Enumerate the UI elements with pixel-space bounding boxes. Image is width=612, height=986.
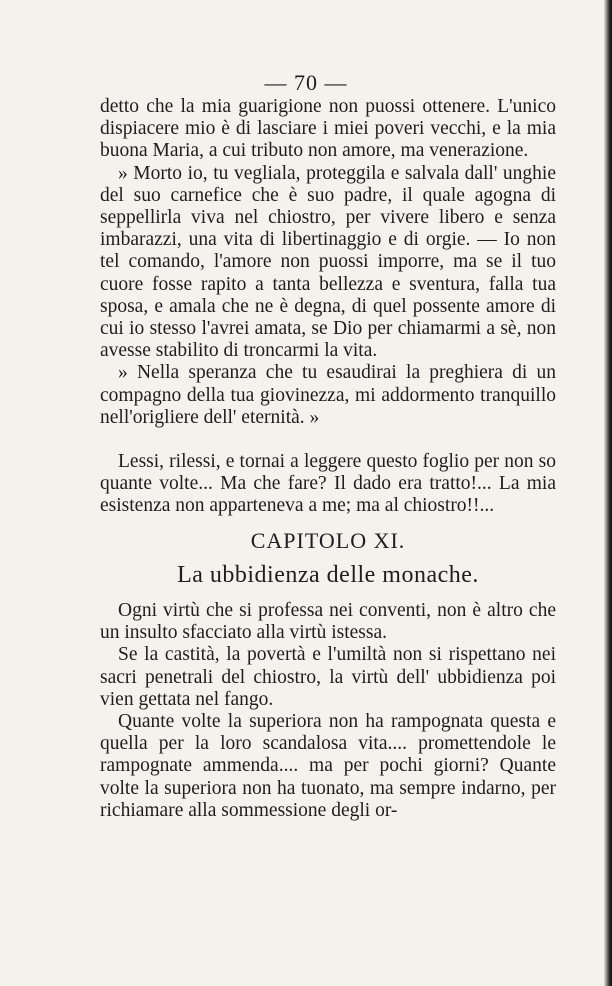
paragraph-letter-1: detto che la mia guarigione non puossi ottenere. L'unico dispiacere mio è di lasciare i miei poveri vecchi, e la mia buona Maria, a cui tributo non amore, ma venerazione. bbox=[100, 96, 556, 162]
paragraph-gap bbox=[100, 429, 556, 451]
chapter-heading: CAPITOLO XI. bbox=[250, 527, 406, 553]
paragraph-after-letter: Lessi, rilessi, e tornai a leggere questo foglio per non so quante volte... Ma che fare? Il dado era tratto!... La mia esistenza non apparteneva a me; ma al chiostro!!... bbox=[100, 451, 556, 517]
paragraph-letter-3: » Nella speranza che tu esaudirai la preghiera di un compagno della tua giovinezza, mi addormento tranquillo nell'origliere dell' eternità. » bbox=[100, 362, 556, 428]
page-number: — 70 — bbox=[264, 70, 348, 95]
page-body bbox=[100, 96, 556, 822]
page-edge-shadow bbox=[604, 0, 612, 986]
paragraph-chapter-1: Ogni virtù che si professa nei conventi, non è altro che un insulto sfacciato alla virtù istessa. bbox=[100, 600, 556, 644]
paragraph-chapter-2: Se la castità, la povertà e l'umiltà non si rispettano nei sacri penetrali del chiostro, la virtù dell' ubbidienza poi vien gettata nel fango. bbox=[100, 644, 556, 710]
chapter-title: La ubbidienza delle monache. bbox=[177, 561, 479, 588]
paragraph-chapter-3: Quante volte la superiora non ha rampognata questa e quella per la loro scandalosa vita.... promettendole le rampognate ammenda.... ma per pochi giorni? Quante volte la superiora non ha tuonato, ma sempre indarno, per richiamare alla sommessione degli or- bbox=[100, 711, 556, 821]
paragraph-letter-2: » Morto io, tu vegliala, proteggila e salvala dall' unghie del suo carnefice che è suo padre, il quale agogna di seppellirla viva nel chiostro, per vivere libero e senza imbarazzi, una vita di libertinaggio e di orgie. — Io non tel comando, l'amore non puossi imporre, ma se il tuo cuore fosse rapito a tanta bellezza e sventura, falla tua sposa, e amala che ne è degna, di quel possente amore di cui io stesso l'avrei amata, se Dio per chiamarmi a sè, non avesse stabilito di troncarmi la vita. bbox=[100, 162, 556, 362]
